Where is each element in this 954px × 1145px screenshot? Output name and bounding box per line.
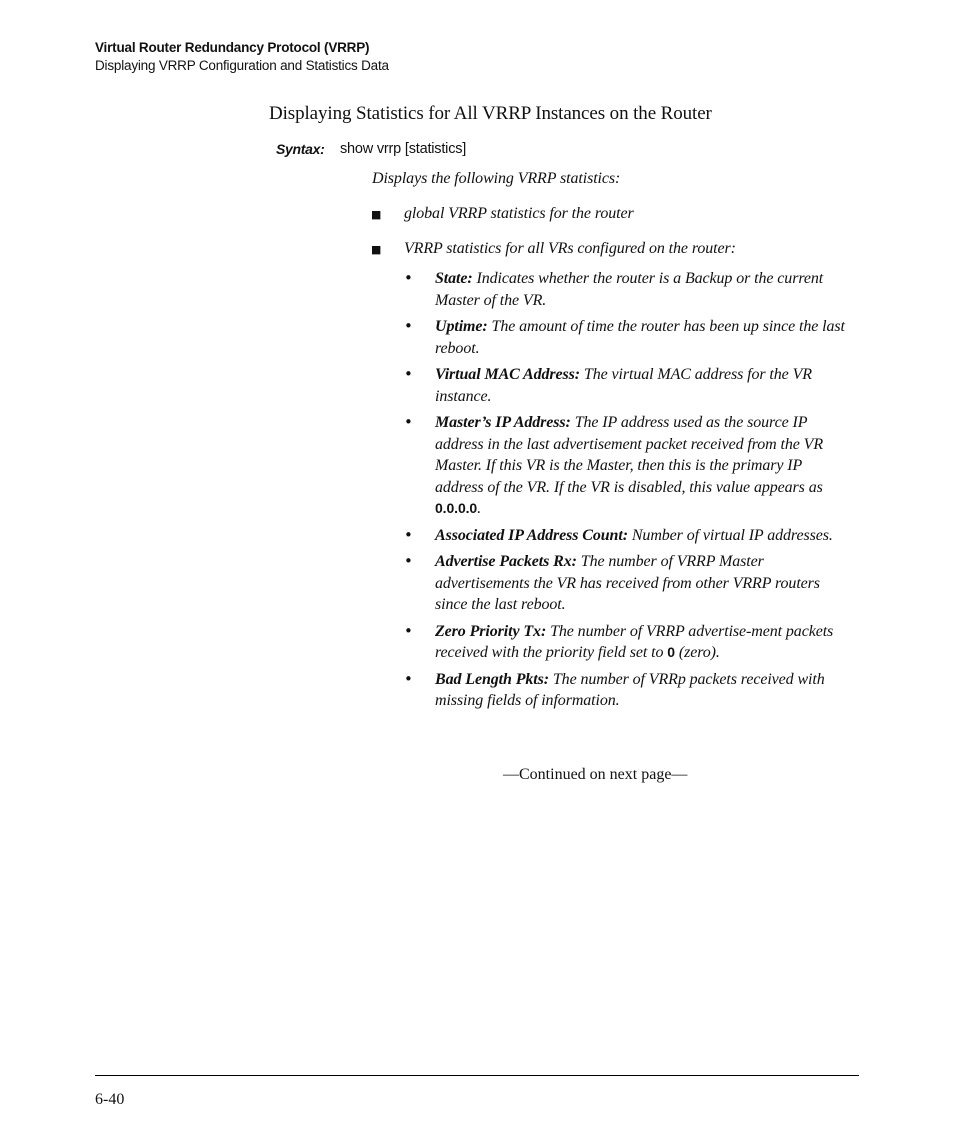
field-term: Associated IP Address Count:	[435, 526, 628, 544]
list-item	[404, 669, 854, 712]
field-term: Uptime:	[435, 318, 488, 335]
statistics-field-list	[404, 268, 854, 717]
dot-bullet-icon: •	[404, 525, 413, 544]
dot-bullet-icon: •	[404, 269, 413, 287]
inline-code-value: 0.0.0.0	[435, 500, 478, 516]
field-term: Advertise Packets Rx:	[435, 553, 577, 570]
list-item	[404, 268, 854, 311]
field-description: Indicates whether the router is a Backup or the current Master of the VR.	[435, 270, 824, 309]
field-term: State:	[435, 270, 473, 287]
dot-bullet-icon: •	[404, 621, 413, 640]
dot-bullet-icon: •	[404, 365, 413, 383]
list-item	[404, 316, 854, 359]
description-intro: Displays the following VRRP statistics:	[372, 170, 621, 187]
list-item	[404, 364, 854, 407]
list-item-global-stats: global VRRP statistics for the router	[404, 205, 634, 222]
field-term: Virtual MAC Address:	[435, 366, 581, 383]
square-bullet-icon: ■	[371, 243, 382, 256]
continued-note: —Continued on next page—	[503, 766, 688, 783]
list-item	[404, 551, 854, 616]
field-description: The IP address used as the source IP address in the last advertisement packet received from the VR Master. If this VR is the Master, then this is the primary IP address of the VR. If the VR is disabled, this value appears as	[435, 414, 824, 496]
field-description: The number of VRRP Master advertisements the VR has received from other VRRP routers since the last reboot.	[435, 553, 820, 613]
field-description: The amount of time the router has been up since the last reboot.	[435, 318, 845, 357]
field-term: Zero Priority Tx:	[435, 622, 547, 640]
footer-divider	[95, 1075, 859, 1076]
square-bullet-icon: ■	[371, 208, 382, 221]
dot-bullet-icon: •	[404, 413, 413, 431]
field-description-tail: (zero).	[678, 644, 720, 661]
running-header-title: Virtual Router Redundancy Protocol (VRRP)	[95, 40, 370, 55]
field-description: The number of VRRP advertise-ment packets received with the priority field set to	[435, 622, 834, 661]
page-number: 6-40	[95, 1091, 125, 1108]
dot-bullet-icon: •	[404, 552, 413, 570]
field-term: Bad Length Pkts:	[435, 670, 549, 688]
section-heading: Displaying Statistics for All VRRP Instances on the Router	[269, 103, 712, 124]
field-description: The virtual MAC address for the VR instance.	[435, 366, 812, 405]
running-header-subtitle: Displaying VRRP Configuration and Statistics Data	[95, 58, 389, 73]
inline-code-value: 0	[667, 644, 675, 660]
list-item-vr-stats: VRRP statistics for all VRs configured on the router:	[404, 240, 736, 257]
field-description-tail: .	[477, 500, 482, 517]
field-term: Master’s IP Address:	[435, 414, 571, 431]
list-item	[404, 525, 854, 547]
syntax-label: Syntax:	[276, 141, 325, 157]
list-item	[404, 412, 854, 520]
list-item	[404, 621, 854, 664]
dot-bullet-icon: •	[404, 669, 413, 688]
field-description: Number of virtual IP addresses.	[631, 526, 833, 544]
dot-bullet-icon: •	[404, 317, 413, 335]
syntax-command: show vrrp [statistics]	[340, 141, 467, 157]
field-description: The number of VRRp packets received with missing fields of information.	[435, 670, 825, 709]
